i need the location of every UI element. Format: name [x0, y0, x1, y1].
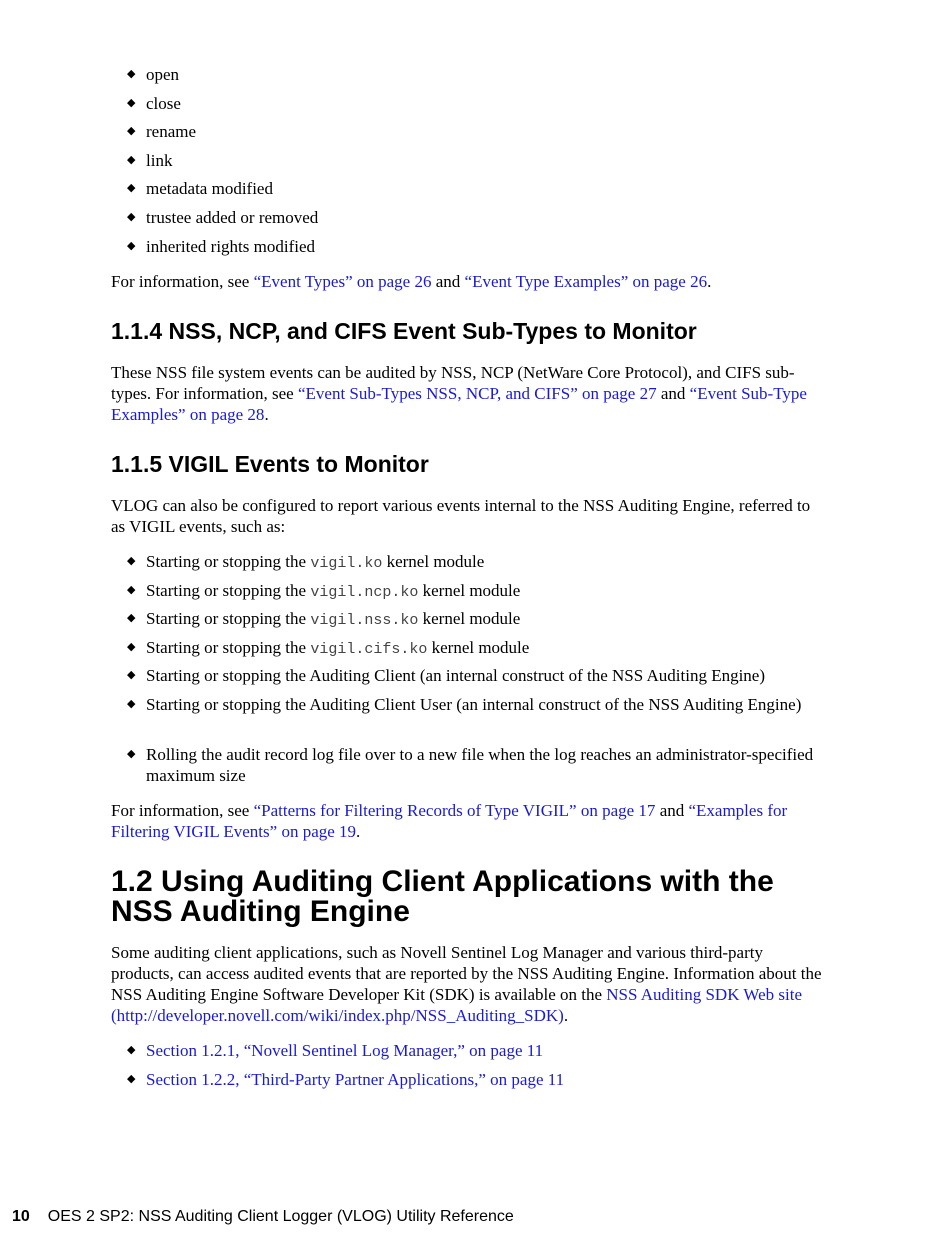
bullet-icon: ◆ [127, 583, 136, 596]
page-number: 10 [12, 1208, 30, 1225]
bullet-icon: ◆ [127, 96, 136, 109]
list-item [111, 1040, 826, 1069]
nss-auditing-sdk-link[interactable]: NSS Auditing SDK Web site (http://developer.novell.com/wiki/index.php/NSS_Auditing_SDK) [111, 985, 803, 1025]
bullet-icon: ◆ [127, 1072, 136, 1085]
module-name: vigil.nss.ko [310, 612, 419, 630]
list-item: ◆ Starting or stopping the Auditing Client (an internal construct of the NSS Auditing Engine) [127, 666, 766, 686]
list-item: ◆ rename [127, 122, 197, 142]
bullet-icon: ◆ [127, 747, 136, 760]
section-heading-1-1-4: 1.1.4 NSS, NCP, and CIFS Event Sub-Types to Monitor [111, 318, 697, 344]
list-item: ◆ Starting or stopping the vigil.nss.ko kernel module [127, 609, 521, 630]
bullet-icon: ◆ [127, 555, 136, 567]
list-item: ◆ open [127, 65, 180, 84]
page-footer [12, 1208, 514, 1226]
bullet-icon: ◆ [127, 68, 136, 80]
module-name: vigil.cifs.ko [310, 640, 428, 658]
bullet-icon: ◆ [127, 210, 136, 223]
section-link-list [111, 1040, 826, 1097]
bullet-icon: ◆ [127, 125, 136, 138]
list-item: ◆ Starting or stopping the Auditing Client User (an internal construct of the NSS Auditing Engine) [127, 694, 802, 714]
module-name: vigil.ko [310, 555, 383, 572]
bullet-icon: ◆ [127, 239, 136, 252]
list-item: ◆ Starting or stopping the vigil.cifs.ko kernel module [127, 637, 530, 658]
section-heading-1-2: 1.2 Using Auditing Client Applications with the NSS Auditing Engine [111, 865, 774, 928]
list-item: ◆ close [127, 93, 181, 113]
list-item [111, 1069, 826, 1098]
list-item: ◆ link [127, 150, 173, 170]
list-item: ◆ trustee added or removed [127, 207, 319, 227]
info-paragraph: For information, see “Event Types” on page 26 and “Event Type Examples” on page 26. [111, 272, 712, 291]
bullet-icon: ◆ [127, 697, 136, 710]
event-type-examples-link[interactable]: “Event Type Examples” on page 26 [464, 272, 708, 291]
bullet-icon: ◆ [127, 612, 136, 625]
bullet-icon: ◆ [127, 669, 136, 682]
bullet-icon: ◆ [127, 182, 136, 195]
third-party-partner-link[interactable]: Section 1.2.2, “Third-Party Partner Applications,” on page 11 [146, 1069, 565, 1089]
vigil-event-list [111, 551, 826, 794]
module-name: vigil.ncp.ko [310, 583, 419, 601]
list-item: ◆ inherited rights modified [127, 236, 316, 256]
vigil-patterns-link[interactable]: “Patterns for Filtering Records of Type VIGIL” on page 17 [253, 801, 656, 820]
event-types-link[interactable]: “Event Types” on page 26 [253, 272, 432, 291]
list-item: ◆ Starting or stopping the vigil.ncp.ko kernel module [127, 580, 521, 601]
section-heading-1-1-5: 1.1.5 VIGIL Events to Monitor [111, 451, 429, 477]
event-subtype-examples-link[interactable]: “Event Sub-Type Examples” on page 28 [111, 384, 807, 424]
bullet-icon: ◆ [127, 153, 136, 166]
novell-sentinel-link[interactable]: Section 1.2.1, “Novell Sentinel Log Manager,” on page 11 [146, 1041, 544, 1060]
event-type-list [111, 64, 826, 264]
bullet-icon: ◆ [127, 640, 136, 653]
bullet-icon: ◆ [127, 1044, 136, 1056]
footer-title: OES 2 SP2: NSS Auditing Client Logger (VLOG) Utility Reference [47, 1208, 514, 1225]
list-item: ◆ Rolling the audit record log file over to a new file when the log reaches an administrator-specified maximum size [127, 744, 814, 785]
vigil-intro-paragraph: VLOG can also be configured to report various events internal to the NSS Auditing Engine, referred to as VIGIL events, such as: [111, 496, 811, 536]
vigil-info-paragraph: For information, see “Patterns for Filtering Records of Type VIGIL” on page 17 and “Examples for Filtering VIGIL Events” on page 19. [111, 801, 788, 841]
vigil-examples-link[interactable]: “Examples for Filtering VIGIL Events” on page 19 [111, 801, 788, 841]
auditing-clients-paragraph: Some auditing client applications, such as Novell Sentinel Log Manager and various third-party products, can access audited events that are reported by the NSS Auditing Engine. Information about the NSS Auditing Engine Software Developer Kit (SDK) is available on the NSS Auditing SDK Web site (http://developer.novell.com/wiki/index.php/NSS_Auditing_SDK). [111, 943, 822, 1025]
list-item: ◆ metadata modified [127, 179, 273, 199]
event-subtypes-link[interactable]: “Event Sub-Types NSS, NCP, and CIFS” on page 27 [297, 384, 657, 403]
list-item: ◆ Starting or stopping the vigil.ko kernel module [127, 552, 485, 572]
subtypes-paragraph: These NSS file system events can be audited by NSS, NCP (NetWare Core Protocol), and CIFS sub-types. For information, see “Event Sub-Types NSS, NCP, and CIFS” on page 27 and “Event Sub-Type Examples” on page 28. [111, 363, 807, 424]
